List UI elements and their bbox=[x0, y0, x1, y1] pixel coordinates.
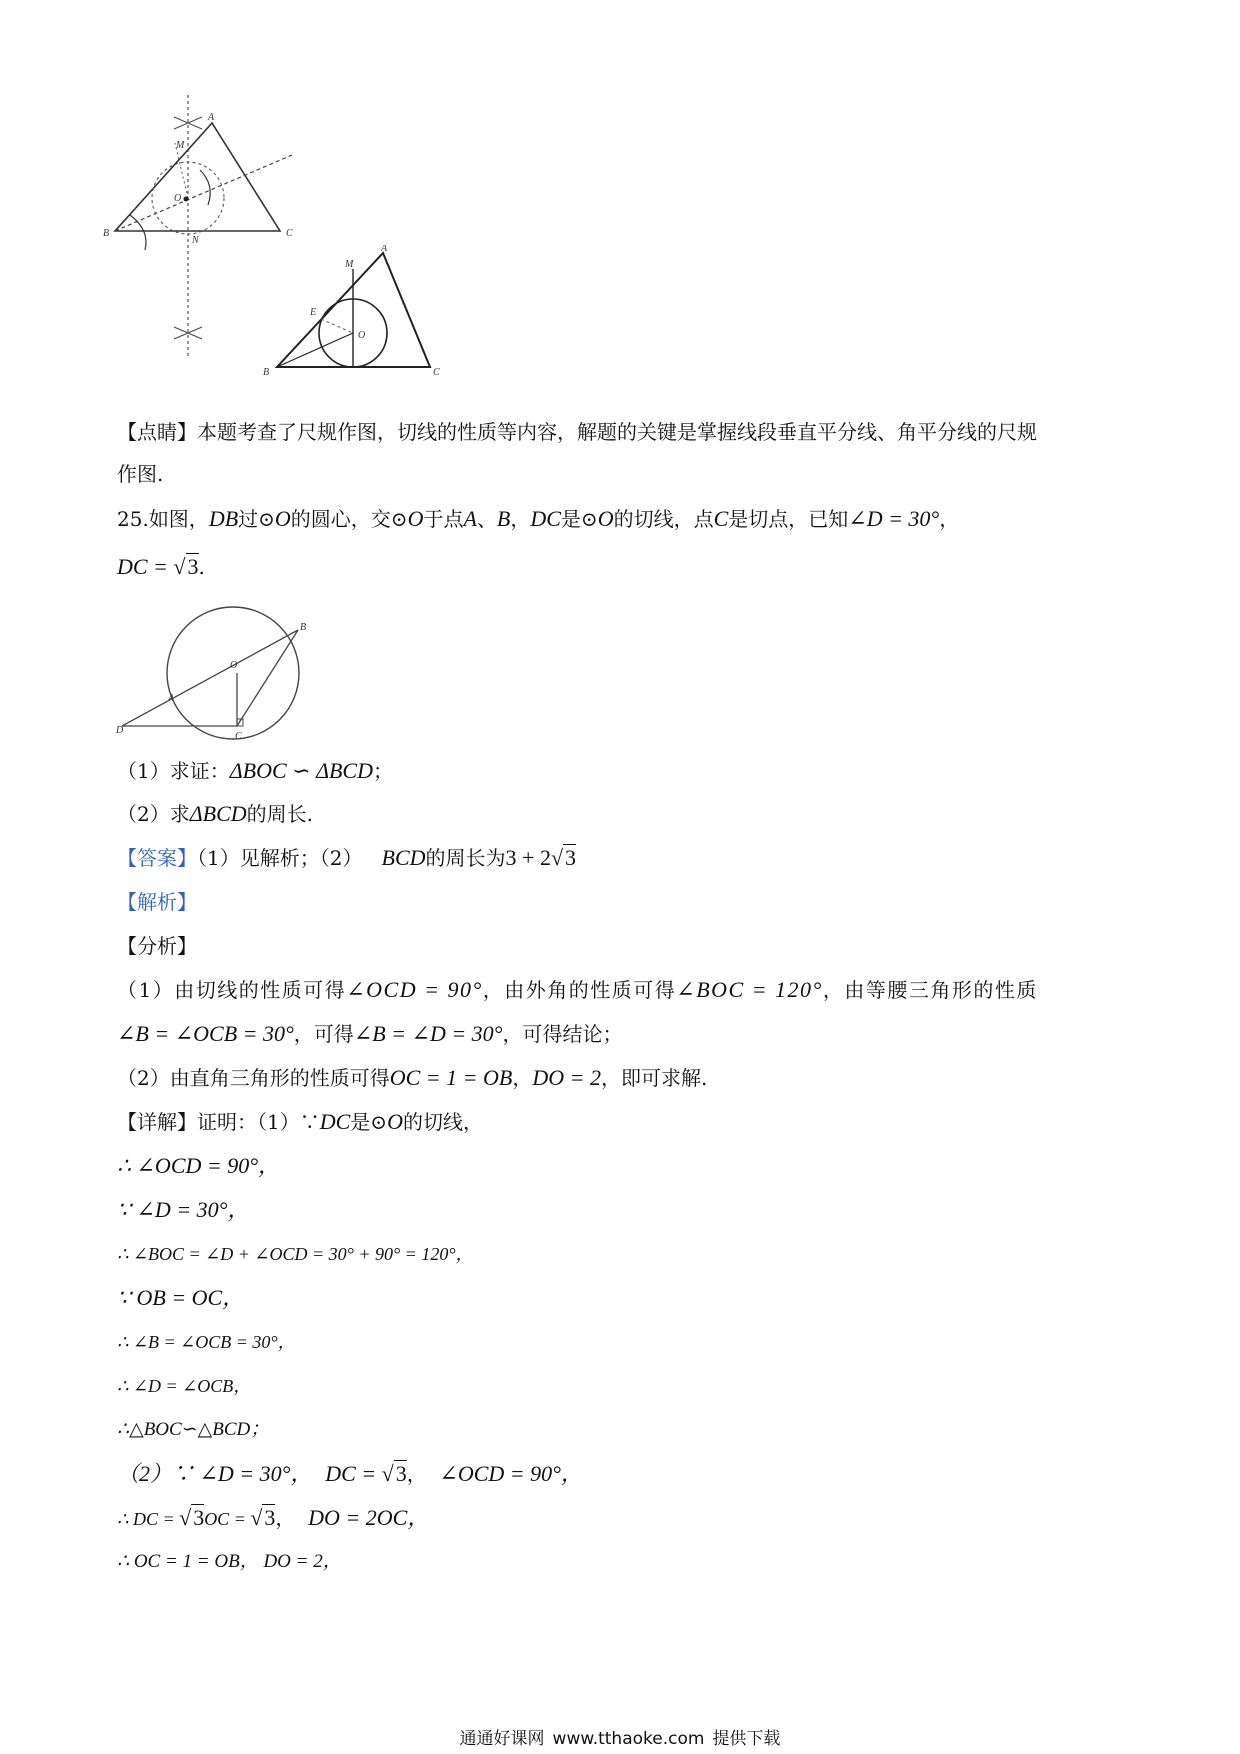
q25-math: C bbox=[713, 506, 729, 531]
detail-l2: ∵ ∠D = 30°， bbox=[117, 1197, 250, 1222]
fig1-label-a: A bbox=[208, 112, 215, 123]
sub2-math: ΔBCD bbox=[189, 801, 247, 826]
answer-value: 3 + 2 bbox=[505, 845, 551, 870]
q25-text: 如图， bbox=[148, 507, 209, 531]
q25-math: ∠D = 30° bbox=[848, 506, 940, 531]
detail-text: 的切线， bbox=[402, 1110, 483, 1134]
q25-math: O bbox=[597, 506, 614, 531]
comment-text-1: 本题考查了尺规作图，切线的性质等内容，解题的关键是掌握线段垂直平分线、角平分线的尺规 bbox=[197, 420, 1037, 444]
page-footer bbox=[0, 1724, 1240, 1749]
fig1-label-n: N bbox=[192, 235, 199, 246]
q25-math: O bbox=[274, 506, 291, 531]
q25-text: 的切线，点 bbox=[613, 507, 714, 531]
q25-text: 于点 bbox=[423, 507, 464, 531]
q25-sub-1 bbox=[117, 757, 393, 785]
analysis-line bbox=[117, 888, 197, 916]
fig1-label-b: B bbox=[103, 228, 110, 239]
q25-math: A bbox=[463, 506, 477, 531]
detail-math: O bbox=[387, 1109, 403, 1134]
fenxi-math: ∠OCD = 90° bbox=[346, 977, 483, 1002]
fenxi-text: ， bbox=[512, 1066, 533, 1090]
detail-text: ， bbox=[275, 1506, 296, 1530]
q25-math: B bbox=[496, 506, 511, 531]
q25-given-sqrt: 3 bbox=[187, 554, 199, 579]
q25-text: 过⊙ bbox=[238, 507, 275, 531]
detail-l3: ∴ ∠BOC = ∠D + ∠OCD = 30° + 90° = 120°， bbox=[117, 1244, 474, 1264]
fenxi-p2 bbox=[117, 1020, 622, 1048]
q25-text: 是切点，已知 bbox=[728, 507, 849, 531]
detail-sqrt: 3 bbox=[264, 1505, 276, 1530]
q25-sub-2 bbox=[117, 800, 313, 828]
fenxi-text: ，由外角的性质可得 bbox=[482, 978, 677, 1002]
detail-math: （2）∵ ∠D = 30°， bbox=[117, 1461, 313, 1486]
q25-text: 的圆心，交⊙ bbox=[290, 507, 408, 531]
detail-l0 bbox=[117, 1108, 483, 1136]
detail-l4: ∵ OB = OC， bbox=[117, 1285, 245, 1310]
q25-number: 25. bbox=[117, 507, 149, 531]
fig1-label-o: O bbox=[174, 193, 182, 204]
fenxi-line bbox=[117, 932, 197, 960]
detail-math: ∴ DC = bbox=[117, 1509, 180, 1529]
footer-site-name: 通通好课网 bbox=[459, 1729, 545, 1749]
detail-math: DC bbox=[319, 1109, 351, 1134]
answer-text2: 的周长为 bbox=[425, 846, 506, 870]
q25-text: ， bbox=[939, 507, 960, 531]
fig3-label-c: C bbox=[235, 731, 242, 742]
detail-l1: ∴ ∠OCD = 90°， bbox=[117, 1153, 281, 1178]
q25-text: ， bbox=[510, 507, 531, 531]
sub2-label: （2）求 bbox=[117, 802, 190, 826]
comment-line-2 bbox=[117, 460, 163, 488]
analysis-tag: 【解析】 bbox=[117, 890, 197, 914]
sub1-end: ； bbox=[373, 759, 393, 783]
detail-l9: ∴ DC = √3OC = √3， DO = 2OC， bbox=[117, 1505, 430, 1530]
detail-tag: 【详解】 bbox=[117, 1110, 197, 1134]
answer-sqrt: 3 bbox=[565, 845, 577, 870]
detail-l6: ∴ ∠D = ∠OCB， bbox=[117, 1376, 252, 1396]
q25-line-1 bbox=[117, 505, 959, 533]
circle-tangent-figure bbox=[110, 600, 320, 745]
fenxi-text: ，即可求解. bbox=[600, 1066, 708, 1090]
fig1-label-m: M bbox=[176, 140, 185, 151]
fenxi-tag: 【分析】 bbox=[117, 934, 197, 958]
detail-l10: ∴ OC = 1 = OB， DO = 2， bbox=[117, 1551, 342, 1572]
fenxi-math: ∠B = ∠D = 30° bbox=[353, 1021, 503, 1046]
comment-text-2: 作图. bbox=[117, 462, 164, 486]
fig3-label-o: O bbox=[230, 660, 238, 671]
detail-math: ∠OCD = 90°， bbox=[439, 1461, 583, 1486]
q25-text: 、 bbox=[476, 507, 497, 531]
fig2-label-c: C bbox=[433, 367, 440, 378]
detail-l7: ∴△BOC∽△BCD； bbox=[117, 1419, 270, 1440]
fig2-label-b: B bbox=[263, 367, 270, 378]
fig3-label-a: A bbox=[168, 693, 175, 704]
fenxi-p3 bbox=[117, 1064, 707, 1092]
fenxi-text: ，可得 bbox=[293, 1022, 354, 1046]
answer-tag: 【答案】 bbox=[117, 846, 197, 870]
fig1-label-c: C bbox=[286, 228, 293, 239]
fenxi-math: ∠BOC = 120° bbox=[676, 977, 823, 1002]
sub2-end: 的周长. bbox=[246, 802, 314, 826]
q25-text: 是⊙ bbox=[560, 507, 598, 531]
detail-l8: （2）∵ ∠D = 30°， DC = √3， ∠OCD = 90°， bbox=[117, 1461, 583, 1486]
q25-given-dc: DC = bbox=[117, 554, 174, 579]
fenxi-text: （1）由切线的性质可得 bbox=[117, 978, 347, 1002]
fenxi-text: （2）由直角三角形的性质可得 bbox=[117, 1066, 390, 1090]
fenxi-text: ，由等腰三角形的性质 bbox=[822, 978, 1038, 1002]
fig2-label-o: O bbox=[358, 330, 366, 341]
fenxi-math: DO = 2 bbox=[532, 1065, 601, 1090]
comment-line-1 bbox=[117, 418, 1037, 446]
detail-text: 证明：（1）∵ bbox=[197, 1110, 320, 1134]
detail-math: DC = bbox=[325, 1461, 382, 1486]
footer-url[interactable]: www.tthaoke.com bbox=[552, 1729, 705, 1749]
fenxi-text: ，可得结论； bbox=[502, 1022, 623, 1046]
answer-line: 【答案】（1）见解析；（2） BCD的周长为3 + 2√3 bbox=[117, 845, 577, 870]
detail-math: DO = 2OC， bbox=[308, 1505, 430, 1530]
detail-text: 是⊙ bbox=[350, 1110, 388, 1134]
answer-text: （1）见解析；（2） bbox=[197, 846, 363, 870]
answer-math: BCD bbox=[381, 845, 426, 870]
q25-line2-end: . bbox=[198, 555, 205, 579]
q25-line-2: DC = √3. bbox=[117, 554, 205, 579]
fenxi-math: OC = 1 = OB bbox=[389, 1065, 513, 1090]
fenxi-math: ∠B = ∠OCB = 30° bbox=[117, 1021, 294, 1046]
q25-math: O bbox=[407, 506, 424, 531]
detail-l5: ∴ ∠B = ∠OCB = 30°， bbox=[117, 1332, 296, 1352]
detail-math: OC = bbox=[204, 1509, 251, 1529]
fenxi-p1 bbox=[117, 976, 1038, 1004]
fig3-label-d: D bbox=[116, 725, 124, 736]
incircle-figure bbox=[255, 245, 455, 380]
fig2-label-e: E bbox=[310, 307, 317, 318]
detail-sqrt: 3 bbox=[193, 1505, 205, 1530]
sub1-label: （1）求证： bbox=[117, 759, 230, 783]
detail-sqrt: 3 bbox=[395, 1461, 407, 1486]
fig2-label-m: M bbox=[345, 259, 354, 270]
fig2-label-a: A bbox=[381, 245, 388, 254]
q25-math: DB bbox=[208, 506, 239, 531]
fig3-label-b: B bbox=[300, 622, 307, 633]
footer-suffix: 提供下载 bbox=[712, 1729, 781, 1749]
detail-text: ， bbox=[406, 1462, 427, 1486]
comment-tag: 【点睛】 bbox=[117, 420, 197, 444]
sub1-math: ΔBOC ∽ ΔBCD bbox=[229, 758, 373, 783]
q25-math: DC bbox=[530, 506, 561, 531]
